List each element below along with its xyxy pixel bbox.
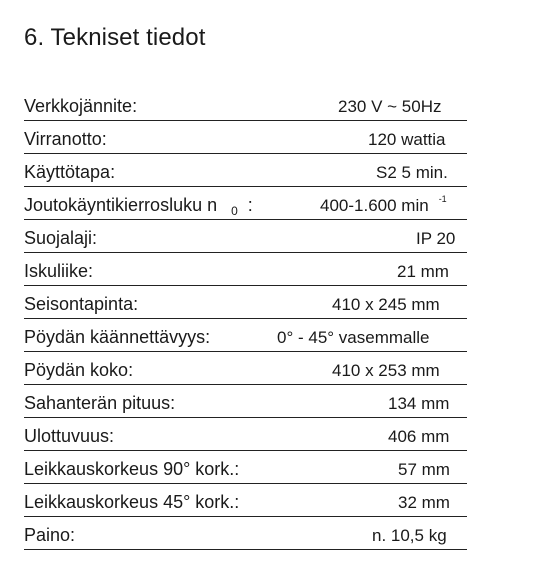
spec-label-colon: : bbox=[247, 195, 253, 215]
spec-value: 410 x 245 mm bbox=[332, 295, 440, 314]
spec-value: 21 mm bbox=[397, 262, 449, 281]
spec-label: Paino: bbox=[24, 525, 76, 545]
spec-label bbox=[24, 195, 253, 216]
spec-value: 0° - 45° vasemmalle bbox=[277, 328, 430, 347]
spec-label: Seisontapinta: bbox=[24, 294, 139, 314]
spec-row-suojalaji bbox=[24, 220, 467, 253]
spec-label: Sahanterän pituus: bbox=[24, 393, 176, 413]
spec-value: 230 V ~ 50Hz bbox=[338, 97, 442, 116]
spec-value: 406 mm bbox=[388, 427, 450, 446]
spec-row-kayttotapa bbox=[24, 154, 467, 187]
spec-row-ulottuvuus bbox=[24, 418, 467, 451]
spec-label: Leikkauskorkeus 45° kork.: bbox=[24, 492, 240, 512]
spec-row-verkkojannite bbox=[24, 88, 467, 121]
spec-value-superscript: -1 bbox=[438, 194, 447, 204]
spec-label: Verkkojännite: bbox=[24, 96, 138, 116]
spec-label-text: Joutokäyntikierrosluku n bbox=[24, 195, 218, 215]
spec-label: Pöydän koko: bbox=[24, 360, 134, 380]
spec-value: 410 x 253 mm bbox=[332, 361, 440, 380]
spec-row-leikkauskorkeus-45 bbox=[24, 484, 467, 517]
spec-label: Käyttötapa: bbox=[24, 162, 116, 182]
spec-row-leikkauskorkeus-90 bbox=[24, 451, 467, 484]
spec-label: Ulottuvuus: bbox=[24, 426, 115, 446]
spec-table bbox=[24, 88, 467, 550]
page-title: 6. Tekniset tiedot bbox=[24, 24, 206, 51]
spec-value: 57 mm bbox=[398, 460, 450, 479]
spec-row-poydan-koko bbox=[24, 352, 467, 385]
spec-row-sahanteran-pituus bbox=[24, 385, 467, 418]
spec-row-paino bbox=[24, 517, 467, 550]
spec-value: n. 10,5 kg bbox=[372, 526, 447, 545]
spec-value: IP 20 bbox=[416, 229, 456, 248]
spec-value: 120 wattia bbox=[368, 130, 446, 149]
spec-label: Suojalaji: bbox=[24, 228, 98, 248]
spec-value bbox=[320, 196, 447, 216]
spec-value: 32 mm bbox=[398, 493, 450, 512]
spec-row-virranotto bbox=[24, 121, 467, 154]
spec-row-joutokayntikierrosluku bbox=[24, 187, 467, 220]
spec-label: Virranotto: bbox=[24, 129, 107, 149]
spec-label-subscript: 0 bbox=[231, 204, 238, 218]
spec-row-seisontapinta bbox=[24, 286, 467, 319]
spec-label: Pöydän käännettävyys: bbox=[24, 327, 211, 347]
spec-value: 134 mm bbox=[388, 394, 450, 413]
spec-value-text: 400-1.600 min bbox=[320, 196, 429, 215]
spec-value: S2 5 min. bbox=[376, 163, 448, 182]
spec-row-poydan-kaannettavyys bbox=[24, 319, 467, 352]
spec-row-iskuliike bbox=[24, 253, 467, 286]
spec-label: Leikkauskorkeus 90° kork.: bbox=[24, 459, 240, 479]
spec-label: Iskuliike: bbox=[24, 261, 94, 281]
